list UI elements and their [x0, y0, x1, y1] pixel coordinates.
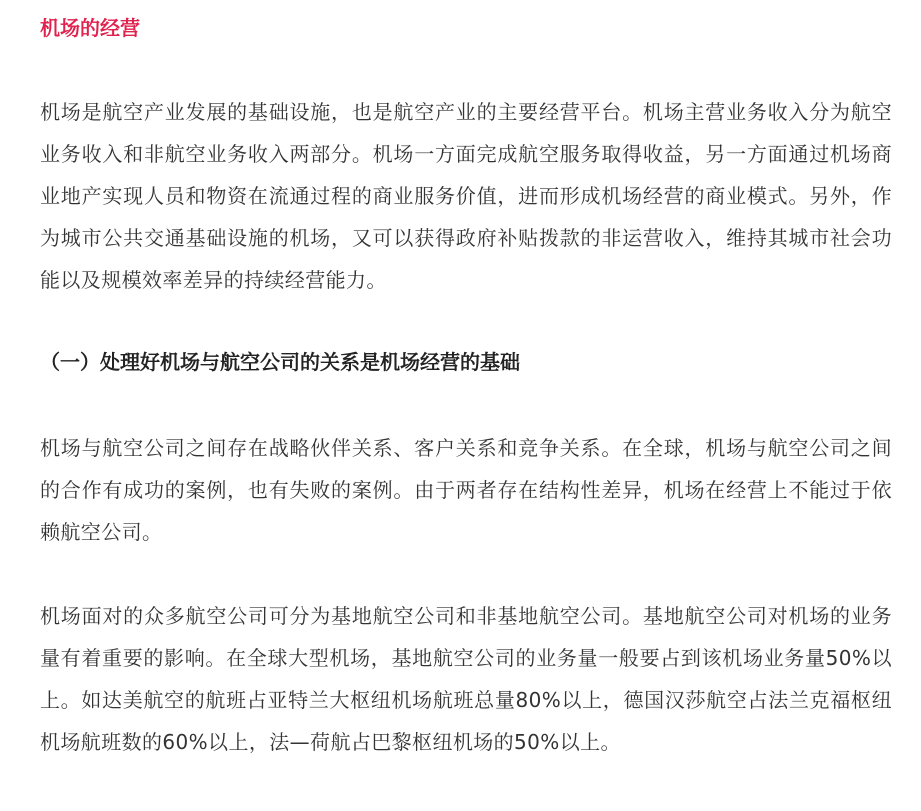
paragraph-relationship: 机场与航空公司之间存在战略伙伴关系、客户关系和竞争关系。在全球，机场与航空公司之间的合作有成功的案例，也有失败的案例。由于两者存在结构性差异，机场在经营上不能过于依赖航空公司。	[40, 436, 892, 544]
paragraph-base-airlines: 机场面对的众多航空公司可分为基地航空公司和非基地航空公司。基地航空公司对机场的业务量有着重要的影响。在全球大型机场，基地航空公司的业务量一般要占到该机场业务量50%以上。如达美航空的航班占亚特兰大枢纽机场航班总量80%以上，德国汉莎航空占法兰克福枢纽机场航班数的60%以上，法—荷航占巴黎枢纽机场的50%以上。	[40, 604, 892, 754]
section-heading: （一）处理好机场与航空公司的关系是机场经营的基础	[40, 350, 520, 374]
paragraph-intro: 机场是航空产业发展的基础设施，也是航空产业的主要经营平台。机场主营业务收入分为航空业务收入和非航空业务收入两部分。机场一方面完成航空服务取得收益，另一方面通过机场商业地产实现人员和物资在流通过程的商业服务价值，进而形成机场经营的商业模式。另外，作为城市公共交通基础设施的机场，又可以获得政府补贴拨款的非运营收入，维持其城市社会功能以及规模效率差异的持续经营能力。	[40, 100, 892, 292]
article-title: 机场的经营	[40, 16, 140, 40]
